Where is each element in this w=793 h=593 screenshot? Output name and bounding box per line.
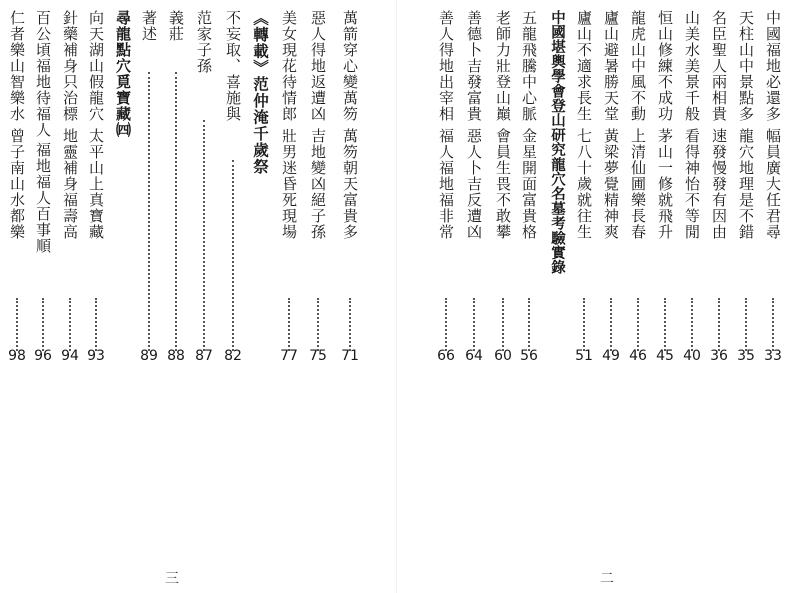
- toc-entry-subtitle: 黃梁夢覺精神爽: [602, 128, 620, 240]
- toc-entry-title: 針藥補身只治標: [61, 10, 79, 122]
- toc-entry-title: 善人得地出宰相: [437, 10, 455, 122]
- toc-entry-title: 善德卜吉發富貴: [465, 10, 483, 122]
- toc-entry[interactable]: [306, 10, 330, 375]
- toc-entry-title: 義莊: [167, 10, 185, 42]
- dotted-leader: [583, 298, 585, 351]
- toc-entry[interactable]: [137, 10, 161, 375]
- toc-entry-title: 山美水美景千般: [683, 10, 701, 122]
- dotted-leader: [445, 298, 447, 351]
- toc-entry-subtitle: 福人福地福非常: [437, 128, 455, 240]
- toc-page-number: 82: [224, 348, 242, 364]
- toc-page-number: 35: [737, 348, 755, 364]
- dotted-leader: [232, 160, 234, 351]
- dotted-leader: [772, 298, 774, 351]
- toc-entry-title: 名臣聖人兩相貴: [710, 10, 728, 122]
- toc-entry-title: 恒山修練不成功: [656, 10, 674, 122]
- toc-page-number: 36: [710, 348, 728, 364]
- dotted-leader: [473, 298, 475, 351]
- toc-entry[interactable]: [58, 10, 82, 375]
- toc-entry-title: 廬山不適求長生: [575, 10, 593, 122]
- toc-entry-subtitle: 幅員廣大任君尋: [764, 128, 782, 240]
- toc-entry[interactable]: [680, 10, 704, 375]
- toc-entry-subtitle: 龍穴地理是不錯: [737, 128, 755, 240]
- toc-entry-subtitle: 太平山上真寶藏: [87, 128, 105, 240]
- toc-entry[interactable]: [277, 10, 301, 375]
- toc-page-number: 64: [465, 348, 483, 364]
- toc-entry[interactable]: [517, 10, 541, 375]
- dotted-leader: [95, 298, 97, 351]
- dotted-leader: [42, 298, 44, 351]
- toc-page-number: 49: [602, 348, 620, 364]
- toc-entry[interactable]: [572, 10, 596, 375]
- page-folio: 三: [165, 571, 179, 587]
- dotted-leader: [502, 298, 504, 351]
- toc-entry[interactable]: [761, 10, 785, 375]
- toc-page-number: 89: [140, 348, 158, 364]
- toc-entry-title: 中國福地必還多: [764, 10, 782, 122]
- toc-entry[interactable]: [434, 10, 458, 375]
- dotted-leader: [148, 72, 150, 351]
- dotted-leader: [691, 298, 693, 351]
- toc-page-number: 98: [8, 348, 26, 364]
- toc-entry-subtitle: 看得神怡不等閒: [683, 128, 701, 240]
- toc-entry-title: 惡人得地返遭凶: [309, 10, 327, 122]
- toc-entry-title: 不妄取、喜施與: [224, 10, 242, 122]
- toc-entry[interactable]: [599, 10, 623, 375]
- toc-entry[interactable]: [707, 10, 731, 375]
- toc-entry-subtitle: 金星開面富貴格: [520, 128, 538, 240]
- left-page: [0, 0, 396, 593]
- toc-entry-subtitle: 吉地變凶絕子孫: [309, 128, 327, 240]
- toc-entry[interactable]: [221, 10, 245, 375]
- dotted-leader: [16, 298, 18, 351]
- toc-entry-title: 龍虎山中風不動: [629, 10, 647, 122]
- toc-page-number: 87: [195, 348, 213, 364]
- toc-entry-subtitle: 福地福人百事順: [34, 142, 52, 254]
- toc-entry[interactable]: [5, 10, 29, 375]
- toc-entry-title: 范家子孫: [195, 10, 213, 74]
- toc-entry[interactable]: [84, 10, 108, 375]
- toc-entry-subtitle: 惡人卜吉反遭凶: [465, 128, 483, 240]
- toc-page-number: 77: [280, 348, 298, 364]
- section-heading-kanyu-society[interactable]: [545, 10, 569, 375]
- dotted-leader: [69, 298, 71, 351]
- toc-entry-subtitle: 壯男迷昏死現場: [280, 128, 298, 240]
- dotted-leader: [203, 120, 205, 351]
- toc-page-number: 96: [34, 348, 52, 364]
- toc-entry-subtitle: 萬笏朝天富貴多: [341, 128, 359, 240]
- toc-entry-subtitle: 上清仙圃樂長春: [629, 128, 647, 240]
- toc-page-number: 60: [494, 348, 512, 364]
- section-heading-dragon-treasure[interactable]: [111, 10, 135, 375]
- toc-page-number: 93: [87, 348, 105, 364]
- toc-page-number: 66: [437, 348, 455, 364]
- toc-entry-subtitle: 七八十歲就往生: [575, 128, 593, 240]
- toc-entry[interactable]: [31, 10, 55, 375]
- toc-entry-title: 五龍飛騰中心脈: [520, 10, 538, 122]
- toc-entry[interactable]: [164, 10, 188, 375]
- section-heading-text: 中國堪輿學會登山研究龍穴名墓考驗實錄: [549, 10, 566, 275]
- toc-entry[interactable]: [626, 10, 650, 375]
- dotted-leader: [718, 298, 720, 351]
- toc-page-number: 45: [656, 348, 674, 364]
- toc-page-number: 75: [309, 348, 327, 364]
- toc-entry-title: 萬箭穿心變萬笏: [341, 10, 359, 122]
- toc-entry-title: 美女現花待情郎: [280, 10, 298, 122]
- toc-entry-subtitle: 速發慢發有因由: [710, 128, 728, 240]
- toc-entry-title: 廬山避暑勝天堂: [602, 10, 620, 122]
- toc-entry[interactable]: [462, 10, 486, 375]
- toc-page-number: 46: [629, 348, 647, 364]
- toc-entry[interactable]: [338, 10, 362, 375]
- dotted-leader: [528, 298, 530, 351]
- toc-entry-subtitle: 會員生畏不敢攀: [494, 128, 512, 240]
- dotted-leader: [610, 298, 612, 351]
- toc-entry-title: 向天湖山假龍穴: [87, 10, 105, 122]
- toc-entry-title: 仁者樂山智樂水: [8, 10, 26, 122]
- section-heading-text: 尋龍點穴覓寶藏㈣: [114, 10, 132, 138]
- toc-entry-subtitle: 茅山一修就飛升: [656, 128, 674, 240]
- section-heading-fan-zhongyan[interactable]: [248, 10, 272, 375]
- dotted-leader: [317, 298, 319, 351]
- toc-entry[interactable]: [491, 10, 515, 375]
- dotted-leader: [175, 72, 177, 351]
- toc-entry-title: 天柱山中景點多: [737, 10, 755, 122]
- toc-entry-title: 著述: [140, 10, 158, 42]
- page-folio: 二: [600, 571, 614, 587]
- toc-entry[interactable]: [653, 10, 677, 375]
- toc-entry-title: 老師力壯登山巔: [494, 10, 512, 122]
- dotted-leader: [288, 298, 290, 351]
- toc-page-number: 94: [61, 348, 79, 364]
- toc-page-number: 33: [764, 348, 782, 364]
- right-page: [397, 0, 793, 593]
- toc-page-number: 51: [575, 348, 593, 364]
- toc-page-number: 71: [341, 348, 359, 364]
- toc-entry[interactable]: [734, 10, 758, 375]
- toc-page-number: 56: [520, 348, 538, 364]
- toc-entry-title: 百公頃福地待福人: [34, 10, 52, 138]
- dotted-leader: [637, 298, 639, 351]
- section-heading-text: 《轉載》范仲淹千歲祭: [251, 10, 270, 175]
- toc-page-number: 40: [683, 348, 701, 364]
- dotted-leader: [745, 298, 747, 351]
- toc-entry[interactable]: [192, 10, 216, 375]
- toc-entry-subtitle: 曾子南山水都樂: [8, 128, 26, 240]
- toc-entry-subtitle: 地靈補身福壽高: [61, 128, 79, 240]
- dotted-leader: [664, 298, 666, 351]
- dotted-leader: [349, 298, 351, 351]
- toc-page-number: 88: [167, 348, 185, 364]
